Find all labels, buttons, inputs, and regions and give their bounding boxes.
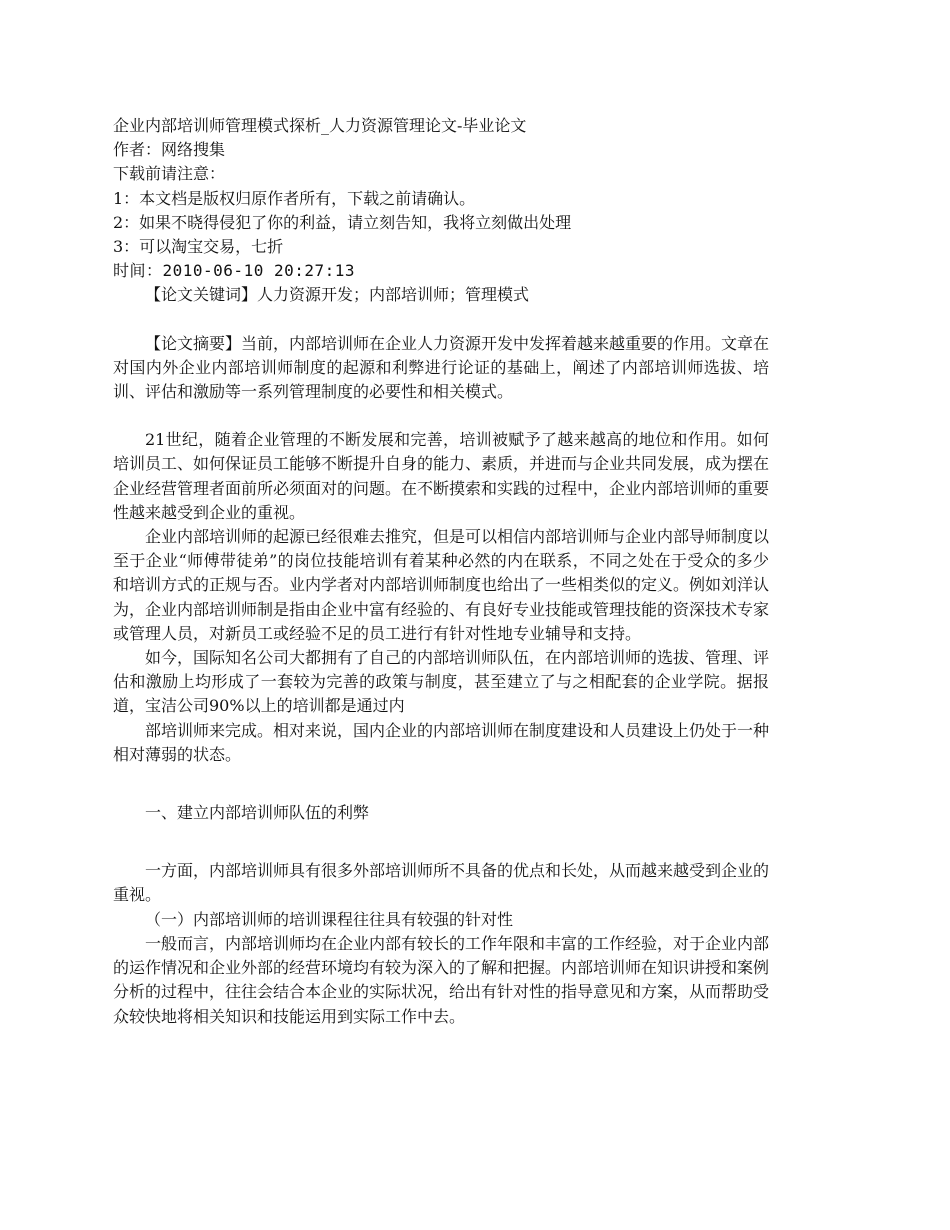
body-paragraph-1: 21世纪，随着企业管理的不断发展和完善，培训被赋予了越来越高的地位和作用。如何培训员工、如何保证员工能够不断提升自身的能力、素质，并进而与企业共同发展，成为摆在企业经营管理者面前所必须面对的问题。在不断摸索和实践的过程中，企业内部培训师的重要性越来越受到企业的重视。 [113, 430, 770, 522]
notice-item-1: 1：本文档是版权归原作者所有，下载之前请确认。 [113, 188, 476, 208]
body-paragraph-6: 一般而言，内部培训师均在企业内部有较长的工作年限和丰富的工作经验，对于企业内部的运作情况和企业外部的经营环境均有较为深入的了解和把握。内部培训师在知识讲授和案例分析的过程中，往往会结合本企业的实际状况，给出有针对性的指导意见和方案，从而帮助受众较快地将相关知识和技能运用到实际工作中去。 [113, 933, 770, 1026]
section-heading-1: 一、建立内部培训师队伍的利弊 [145, 803, 370, 823]
document-page [113, 114, 769, 1029]
notice-item-2: 2：如果不晓得侵犯了你的利益，请立刻告知，我将立刻做出处理 [113, 212, 572, 232]
body-paragraph-3: 如今，国际知名公司大都拥有了自己的内部培训师队伍，在内部培训师的选拔、管理、评估和激励上均形成了一套较为完善的政策与制度，甚至建立了与之相配套的企业学院。据报道，宝洁公司90%以上的培训都是通过内 [113, 648, 770, 716]
subsection-heading-1: （一）内部培训师的培训课程往往具有较强的针对性 [145, 909, 514, 929]
timestamp-line: 时间：2010-06-10 20:27:13 [113, 261, 356, 281]
spacer [113, 308, 769, 332]
notice-title: 下载前请注意： [113, 164, 226, 184]
author-line: 作者：网络搜集 [113, 140, 226, 160]
body-paragraph-5: 一方面，内部培训师具有很多外部培训师所不具备的优点和长处，从而越来越受到企业的重视。 [113, 861, 770, 905]
document-title: 企业内部培训师管理模式探析_人力资源管理论文-毕业论文 [113, 116, 527, 135]
spacer [113, 825, 769, 859]
body-paragraph-2: 企业内部培训师的起源已经很难去推究，但是可以相信内部培训师与企业内部导师制度以至于企业“师傅带徒弟”的岗位技能培训有着某种必然的内在联系，不同之处在于受众的多少和培训方式的正规与否。业内学者对内部培训师制度也给出了一些相类似的定义。例如刘洋认为，企业内部培训师制是指由企业中富有经验的、有良好专业技能或管理技能的资深技术专家或管理人员，对新员工或经验不足的员工进行有针对性地专业辅导和支持。 [113, 527, 770, 643]
body-paragraph-4: 部培训师来完成。相对来说，国内企业的内部培训师在制度建设和人员建设上仍处于一种相对薄弱的状态。 [113, 720, 770, 764]
spacer [113, 767, 769, 801]
spacer [113, 404, 769, 428]
abstract-paragraph: 【论文摘要】当前，内部培训师在企业人力资源开发中发挥着越来越重要的作用。文章在对国内外企业内部培训师制度的起源和利弊进行论证的基础上，阐述了内部培训师选拔、培训、评估和激励等一系列管理制度的必要性和相关模式。 [113, 333, 770, 402]
notice-item-3: 3：可以淘宝交易，七折 [113, 237, 284, 257]
keywords-line: 【论文关键词】人力资源开发；内部培训师；管理模式 [145, 285, 530, 305]
